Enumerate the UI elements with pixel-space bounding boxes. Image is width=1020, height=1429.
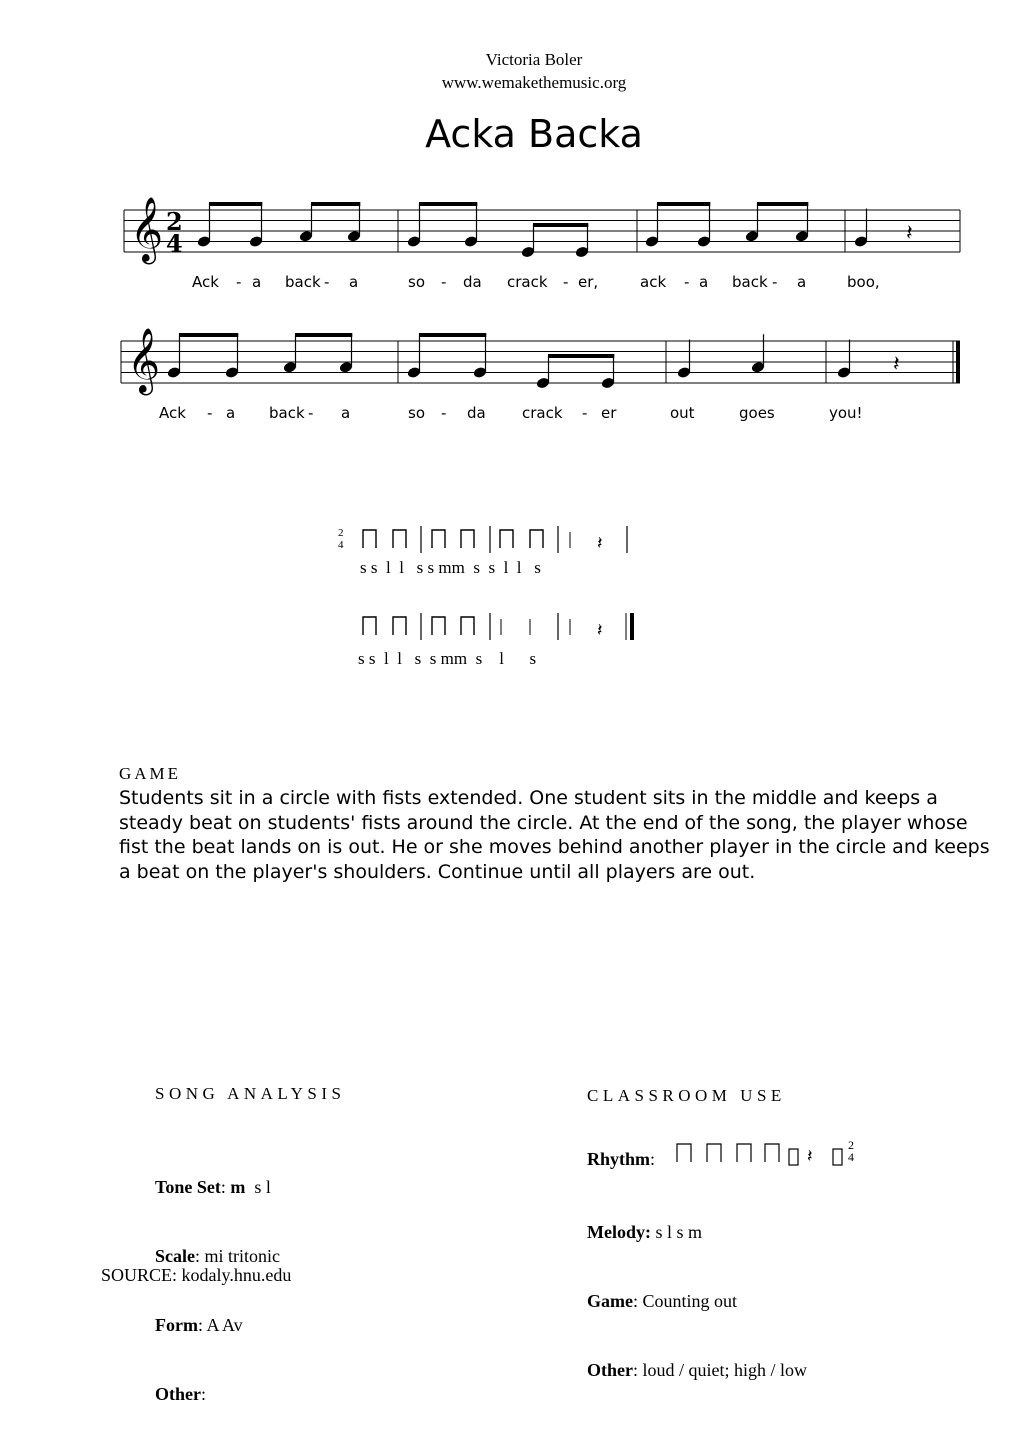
eighth-pair-icon	[393, 530, 406, 548]
rhythm-icons	[665, 1136, 865, 1176]
eighth-pair-icon	[363, 530, 376, 548]
lyric-syllable: er,	[578, 273, 599, 291]
game-description: Students sit in a circle with fists extended. One student sits in the middle and keeps a steady beat on students' fists around the circle. At the end of the song, the player whose fist the beat lands on is out. He or she moves behind another player in the circle and keeps a beat on the player's shoulders. Continue until all players are out.	[119, 787, 990, 883]
eighth-pair-icon	[432, 617, 445, 635]
beam	[757, 202, 808, 206]
lyric-syllable: out	[670, 404, 695, 422]
lyric-syllable: da	[463, 273, 482, 291]
lyric-syllable: -	[441, 404, 447, 422]
time-sig-bottom: 4	[166, 229, 183, 258]
scale-value: mi tritonic	[204, 1246, 281, 1266]
lyric-syllable: -	[563, 273, 569, 291]
time-sig-top: 2	[166, 207, 183, 236]
rhythm-time-top: 2	[338, 527, 344, 539]
lyric-syllable: -	[684, 273, 690, 291]
eighth-pair-icon	[432, 530, 445, 548]
website-url: www.wemakethemusic.org	[441, 73, 627, 92]
eighth-pair-icon	[461, 530, 474, 548]
lyric-syllable: -	[772, 273, 778, 291]
beam	[209, 202, 262, 206]
lyric-syllable: ack	[640, 273, 667, 291]
lyric-syllable: crack	[507, 273, 548, 291]
rhythm-final-barline	[630, 613, 634, 640]
beam	[657, 202, 710, 206]
lyric-syllable: you!	[829, 404, 863, 422]
lyric-syllable: back	[732, 273, 768, 291]
eighth-pair-icon	[707, 1144, 721, 1162]
lyric-syllable: -	[236, 273, 242, 291]
treble-clef-icon: 𝄞	[127, 328, 161, 393]
lyric-syllable: er	[601, 404, 617, 422]
lyric-syllable: da	[467, 404, 486, 422]
lyric-syllable: Ack	[192, 273, 219, 291]
classroom-other-row: Other: loud / quiet; high / low	[587, 1360, 807, 1380]
quarter-rest-icon: 𝄽	[893, 352, 900, 377]
game-label: Game	[587, 1291, 633, 1311]
classroom-other-value: loud / quiet; high / low	[642, 1360, 807, 1380]
lyric-syllable: a	[252, 273, 262, 291]
game-value: Counting out	[642, 1291, 738, 1311]
source-credit: SOURCE: kodaly.hnu.edu	[101, 1265, 292, 1285]
scale-label: Scale	[155, 1246, 195, 1266]
song-title: Acka Backa	[425, 112, 643, 156]
quarter-rest-icon: 𝄽	[597, 533, 603, 554]
lyric-syllable: so	[408, 404, 425, 422]
beam	[419, 333, 486, 337]
lyric-syllable: Ack	[159, 404, 186, 422]
lyric-syllable: so	[408, 273, 425, 291]
other-label: Other	[155, 1384, 201, 1404]
lyric-syllable: back	[285, 273, 321, 291]
beam	[533, 223, 588, 227]
tone-set-row: Tone Set: m s l	[155, 1177, 271, 1197]
lyric-syllable: a	[349, 273, 359, 291]
eighth-pair-icon	[363, 617, 376, 635]
author-name: Victoria Boler	[485, 50, 583, 69]
rhythm-time-bottom: 4	[338, 539, 344, 551]
classroom-other-label: Other	[587, 1360, 633, 1380]
form-value: A Av	[206, 1315, 243, 1335]
eighth-pair-icon	[500, 530, 513, 548]
scale-row: Scale: mi tritonic	[155, 1246, 281, 1266]
melody-label: Melody:	[587, 1222, 651, 1242]
eighth-pair-icon	[393, 617, 406, 635]
quarter-rest-icon: 𝄽	[597, 620, 603, 641]
form-row: Form: A Av	[155, 1315, 243, 1335]
beam	[419, 202, 477, 206]
tone-set-value: s l	[254, 1177, 271, 1197]
tone-set-bold: m	[230, 1177, 246, 1197]
lyric-syllable: -	[324, 273, 330, 291]
beam	[295, 333, 352, 337]
song-analysis-heading: SONG ANALYSIS	[155, 1084, 346, 1103]
lyric-syllable: a	[226, 404, 236, 422]
other-row: Other:	[155, 1384, 211, 1404]
game-heading: GAME	[119, 764, 182, 783]
lyric-syllable: crack	[522, 404, 563, 422]
time-sig-top: 2	[848, 1138, 854, 1152]
lyric-syllable: a	[797, 273, 807, 291]
rhythm-row: Rhythm:	[587, 1149, 656, 1169]
lyric-syllable: a	[341, 404, 351, 422]
eighth-pair-icon	[765, 1144, 779, 1162]
lyric-syllable: -	[207, 404, 213, 422]
quarter-rest-icon: 𝄽	[906, 221, 913, 246]
rhythm-label: Rhythm	[587, 1149, 651, 1169]
game-row: Game: Counting out	[587, 1291, 738, 1311]
quarter-rest-icon: 𝄽	[807, 1146, 813, 1167]
missing-glyph-icon	[789, 1149, 798, 1165]
lyric-syllable: -	[308, 404, 314, 422]
final-barline	[956, 341, 960, 383]
beam	[311, 202, 360, 206]
eighth-pair-icon	[530, 530, 543, 548]
beam	[548, 354, 614, 358]
beam	[179, 333, 238, 337]
classroom-details	[587, 1175, 807, 1405]
lyric-syllable: a	[699, 273, 709, 291]
missing-glyph-icon	[833, 1149, 842, 1165]
melody-value: s l s m	[655, 1222, 702, 1242]
lyric-syllable: boo,	[847, 273, 880, 291]
melody-row	[587, 1221, 807, 1244]
eighth-pair-icon	[737, 1144, 751, 1162]
music-score	[0, 0, 1020, 700]
treble-clef-icon: 𝄞	[130, 197, 164, 262]
solfege-line-1: s s l l s s mm s s l l s	[360, 558, 541, 577]
tone-set-label: Tone Set	[155, 1177, 221, 1197]
eighth-pair-icon	[461, 617, 474, 635]
form-label: Form	[155, 1315, 198, 1335]
lyric-syllable: goes	[739, 404, 775, 422]
lyric-syllable: back	[269, 404, 305, 422]
solfege-line-2: s s l l s s mm s l s	[358, 649, 537, 668]
classroom-use-heading: CLASSROOM USE	[587, 1086, 786, 1105]
lyric-syllable: -	[441, 273, 447, 291]
eighth-pair-icon	[677, 1144, 691, 1162]
time-sig-bottom: 4	[848, 1150, 854, 1164]
lyric-syllable: -	[582, 404, 588, 422]
